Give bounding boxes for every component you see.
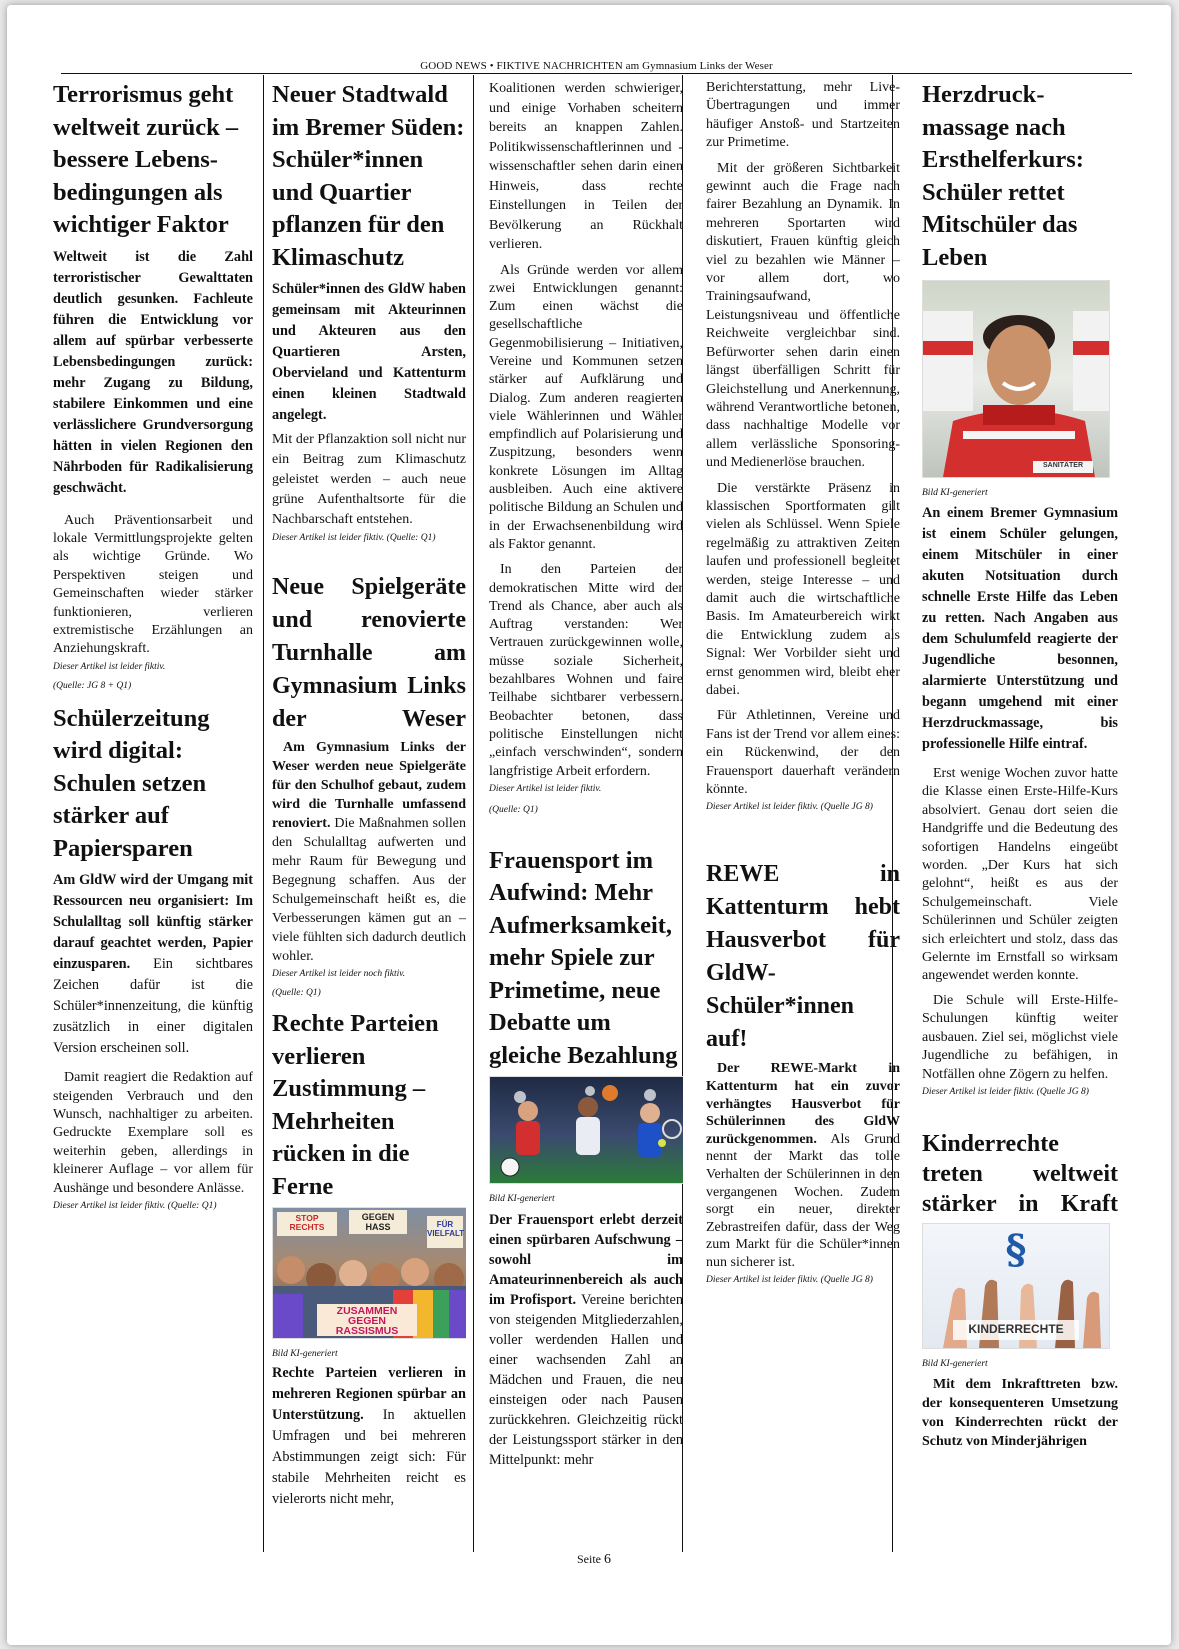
fiction-note: Dieser Artikel ist leider fiktiv. (Quelle JG 8) <box>706 802 873 813</box>
lead-rest: Ein sichtbares Zeichen dafür ist die Schüler*innenzeitung, die künftig zusätzlich in einer digitalen Version erscheinen soll. <box>53 956 253 1057</box>
article-paragraph: Mit der Pflanzaktion soll nicht nur ein Beitrag zum Klimaschutz geleistet werden – auch neue grüne Aufenthaltsorte für die Nachbarschaft entstehen. <box>272 432 466 527</box>
column-3 <box>489 79 683 1552</box>
article-terrorismus <box>53 79 253 693</box>
article-paragraph: Damit reagiert die Redaktion auf steigenden Verbrauch und den Wunsch, nachhaltiger zu arbeiten. Gedruckte Exemplare soll es weiterhin geben, allerdings in kleinerer Auflage – vor allem für Aushänge und besondere Anlässe. <box>53 1070 253 1196</box>
women-sports-image <box>489 1076 683 1184</box>
article-lead <box>272 738 466 966</box>
headline: REWE in Kattenturm hebt Hausverbot für GldW-Schüler*innen auf! <box>706 861 900 1053</box>
article-stadtwald <box>272 79 466 545</box>
sign-fuer-vielfalt: FÜR VIELFALT <box>427 1220 465 1238</box>
headline: Schülerzeitung wird digital: Schulen setzen stärker auf Papiersparen <box>53 704 210 862</box>
page-label: Seite <box>577 1552 601 1566</box>
lead-bold: Am GldW wird der Umgang mit Ressourcen neu organisiert: Im Schulalltag soll künftig stärker darauf geachtet werden, Papier einzusparen. <box>53 872 253 973</box>
article-paragraph: Die Schule will Erste-Hilfe-Schulungen künftig weiter ausbauen. Ziel sei, möglichst viele Jugendliche zu befähigen, in Notfällen ohne Zögern zu helfen. <box>922 992 1118 1082</box>
sports-illustration <box>490 1077 683 1183</box>
article-lead: An einem Bremer Gymnasium ist einem Schüler gelungen, einem Mitschüler in einer akuten Notsituation durch schnelle Erste Hilfe das Leben zu retten. Nach Angaben aus dem Schulumfeld reagierte der Jugendliche besonnen, alarmierte Unterstützung und begann umgehend mit einer Herzdruckmassage, bis professionelle Hilfe eintraf. <box>922 505 1118 752</box>
fiction-note: Dieser Artikel ist leider fiktiv. (Quelle JG 8) <box>922 1086 1089 1097</box>
column-4 <box>706 79 900 1552</box>
article-schuelerzeitung <box>53 703 253 1213</box>
article-lead <box>53 870 253 1059</box>
article-lead: Schüler*innen des GldW haben gemeinsam mit Akteurinnen und Akteuren aus den Quartieren Arsten, Obervieland und Kattenturm einen kleinen Stadtwald angelegt. <box>272 281 466 423</box>
headline: Kinderrechte treten weltweit stärker in Kraft <box>922 1130 1118 1217</box>
headline: Neue Spielgeräte und renovierte Turnhalle am Gymnasium Links der Weser <box>272 574 466 732</box>
column-rule <box>473 75 474 1552</box>
masthead: GOOD NEWS • FIKTIVE NACHRICHTEN am Gymnasium Links der Weser <box>61 59 1132 74</box>
lead-rest: In aktuellen Umfragen und bei mehreren Abstimmungen zeigt sich: Für stabile Mehrheiten reicht es vielerorts nicht mehr, <box>272 1407 466 1507</box>
article-paragraph: Die verstärkte Präsenz in klassischen Sportformaten gilt vielen als Schlüssel. Wenn Spiele regelmäßig zu attraktiven Zeiten laufen und professionell begleitet werden, steige Interesse – und damit auch die wirtschaftliche Basis. Im Amateurbereich wirkt die Entwicklung zudem als Signal: Wer Vorbilder sieht und ernst genommen wird, bleibt eher dabei. <box>706 480 900 698</box>
image-credit: Bild KI-generiert <box>489 1194 555 1205</box>
headline: Frauensport im Aufwind: Mehr Aufmerksamkeit, mehr Spiele zur Primetime, neue Debatte um gleiche Bezahlung <box>489 846 678 1069</box>
lead-rest: Die Maßnahmen sollen den Schulalltag aufwerten und mehr Raum für Bewegung und Begegnung schaffen. Aus der Schulgemeinschaft heißt es, die Verbesserungen kämen gut an – viele fühlten sich dadurch deutlich wohler. <box>272 816 466 964</box>
article-paragraph: Erst wenige Wochen zuvor hatte die Klasse einen Erste-Hilfe-Kurs absolviert. Genau dort seien die Handgriffe und die Bedeutung des sofortigen Handelns eingeübt worden. „Der Kurs hat sich gelohnt“, heißt es aus der Schulgemeinschaft. Viele Schülerinnen und Schüler zeigten sich erleichtert und stolz, dass das Gelernte im Ernstfall so wirksam angewendet werden konnte. <box>922 766 1118 984</box>
paragraph-symbol: § <box>1005 1225 1027 1273</box>
article-paragraph: Berichterstattung, mehr Live-Übertragungen und immer häufiger Anstoß- und Startzeiten zur Primetime. <box>706 80 900 151</box>
article-frauensport-continued <box>706 79 900 814</box>
fiction-note: Dieser Artikel ist leider fiktiv. <box>489 783 602 794</box>
article-lead: Mit dem Inkrafttreten bzw. der konsequenteren Umsetzung von Kinderrechten rückt der Schutz von Minderjährigen <box>922 1376 1118 1449</box>
article-paragraph: In den Parteien der demokratischen Mitte wird der Trend als Chance, aber auch als Auftrag verstanden: Wer Vertrauen zurückgewinnen wolle, müsse soziale Sicherheit, bezahlbares Wohnen und faire Teilhabe sichtbarer verbessern. Beobachter betonen, dass politische Einstellungen nicht „einfach verschwinden“, sondern langfristige Arbeit erfordern. <box>489 562 683 779</box>
article-paragraph: Mit der größeren Sichtbarkeit gewinnt auch die Frage nach fairer Bezahlung an Dynamik. In mehreren Sportarten wird diskutiert, Frauen künftig gleich viel zu bezahlen wie Männer – vor allem dort, wo Trainingsaufwand, Leistungsniveau und öffentliche Reichweite vergleichbar sind. Befürworter sehen darin einen längst überfälligen Schritt für Gleichstellung und Anerkennung, während Verantwortliche betonen, dass nachhaltige Modelle vor allem verlässliche Sponsoring- und Medienerlöse brauchen. <box>706 160 900 471</box>
sign-gegen-hass: GEGEN HASS <box>361 1212 395 1232</box>
article-lead <box>489 1210 683 1470</box>
fiction-note: Dieser Artikel ist leider fiktiv. (Quelle JG 8) <box>706 1274 873 1285</box>
lead-bold: Der REWE-Markt in Kattenturm hat ein zuvor verhängtes Hausverbot für Schülerinnen des GldW zurückgenommen. <box>706 1061 900 1147</box>
lead-rest: Als Grund nennt der Markt das tolle Verhalten der Schülerinnen in den vergangenen Wochen. Zudem sorgt ein neuer, direkter Zebrastreifen dafür, dass der Weg zum Markt für die Schüler*innen nun sicherer ist. <box>706 1131 900 1270</box>
article-rechte-parteien <box>272 1008 466 1510</box>
kinderrechte-image <box>922 1223 1110 1349</box>
article-paragraph: Als Gründe werden vor allem zwei Entwicklungen genannt: Zum einen wächst die gesellschaftliche Gegenmobilisierung – Initiativen, Vereine und Kommunen setzen stärker auf Aufklärung und Dialog. Zum anderen reagierten viele Wählerinnen und Wähler empfindlich auf Polarisierung und Zuspitzung, besonders wenn konkrete Lösungen im Alltag ausbleiben. Auch eine aktivere politische Bildung an Schulen und in der Erwachsenenbildung wird als Faktor genannt. <box>489 262 683 552</box>
page-number-value: 6 <box>604 1552 611 1567</box>
column-2 <box>272 79 466 1552</box>
lead-bold: Der Frauensport erlebt derzeit einen spürbaren Aufschwung – sowohl im Amateurinnenbereich als auch im Profisport. <box>489 1212 683 1309</box>
lead-rest: Vereine berichten von steigenden Mitgliederzahlen, voller werdenden Hallen und einer wachsenden Zahl an Mädchen und Frauen, die neu einsteigen oder nach Pausen zurückkehren. Gleichzeitig rückt der Leistungssport stärker in den Mittelpunkt: mehr <box>489 1292 683 1469</box>
fiction-note: Dieser Artikel ist leider fiktiv. <box>53 661 166 672</box>
sign-zusammen-gegen-rassismus: ZUSAMMEN GEGEN RASSISMUS <box>335 1305 399 1337</box>
image-credit: Bild KI-generiert <box>272 1349 338 1359</box>
headline: Rechte Parteien verlieren Zustimmung – Mehrheiten rücken in die Ferne <box>272 1010 439 1200</box>
column-5 <box>922 79 1118 1552</box>
portrait-illustration <box>923 281 1109 477</box>
fiction-note: Dieser Artikel ist leider fiktiv. (Quelle: Q1) <box>272 533 436 543</box>
article-paragraph: Für Athletinnen, Vereine und Fans ist der Trend vor allem eines: ein Rückenwind, der den Frauensport dauerhaft verändern könnte. <box>706 708 900 798</box>
image-credit: Bild KI-generiert <box>922 1358 988 1369</box>
article-paragraph: Auch Präventionsarbeit und lokale Vermittlungsprojekte gelten als wichtige Gründe. Wo Perspektiven steigen und Gemeinschaften wieder stärker funktionieren, verlieren extremistische Erzählungen an Anziehungskraft. <box>53 512 253 657</box>
lead-bold: Rechte Parteien verlieren in mehreren Regionen spürbar an Unterstützung. <box>272 1365 466 1423</box>
rescuer-portrait-image <box>922 280 1110 478</box>
article-kinderrechte <box>922 1129 1118 1451</box>
fiction-note: Dieser Artikel ist leider fiktiv. (Quelle: Q1) <box>53 1201 217 1212</box>
article-frauensport <box>489 845 683 1471</box>
article-herzdruckmassage <box>922 79 1118 1099</box>
source-note: (Quelle: Q1) <box>272 988 321 998</box>
sign-stop-rechts: STOP RECHTS <box>289 1213 325 1232</box>
protest-image <box>272 1207 466 1339</box>
article-lead: Weltweit ist die Zahl terroristischer Gewalttaten deutlich gesunken. Fachleute führen die Entwicklung vor allem auf spürbar verbesserte Lebensbedingungen zurück: mehr Zugang zu Bildung, stabilere Einkommen und eine verlässlichere Grundversorgung hätten in vielen Regionen den Nährboden für Radikalisierung geschwächt. <box>53 248 253 496</box>
headline: Neuer Stadtwald im Bremer Süden: Schüler*innen und Quartier pflanzen für den Klimaschutz <box>272 81 465 271</box>
lead-bold: Am Gymnasium Links der Weser werden neue Spielgeräte für den Schulhof gebaut, zudem wird die Turnhalle umfassend renoviert. <box>272 740 466 831</box>
article-rechte-parteien-continued <box>489 79 683 817</box>
sanitaeter-badge: SANITÄTER <box>1042 462 1084 469</box>
article-rewe <box>706 858 900 1286</box>
image-credit: Bild KI-generiert <box>922 488 988 498</box>
article-lead <box>272 1363 466 1510</box>
article-lead <box>706 1060 900 1271</box>
headline: Terrorismus geht weltweit zurück – bessere Lebensbedingungen als wichtiger Faktor <box>53 81 239 238</box>
fiction-note: Dieser Artikel ist leider noch fiktiv. <box>272 969 406 979</box>
article-paragraph: Koalitionen werden schwieriger, und einige Vorhaben scheitern bereits an knappen Zahlen. Politikwissenschaftlerinnen und -wissenschaftler sehen darin einen Hinweis, dass rechte Einstellungen in Teilen der Bevölkerung an Rückhalt verlieren. <box>489 81 683 252</box>
headline: Herzdruckmassage nach Ersthelferkurs: Schüler rettet Mitschüler das Leben <box>922 81 1084 271</box>
newspaper-page <box>7 5 1171 1645</box>
article-turnhalle <box>272 571 466 1000</box>
source-note: (Quelle: Q1) <box>489 804 538 815</box>
column-rule <box>263 75 264 1552</box>
page-number <box>577 1552 611 1568</box>
kinderrechte-label: KINDERRECHTE <box>968 1321 1064 1336</box>
column-1 <box>53 79 253 1552</box>
source-note: (Quelle: JG 8 + Q1) <box>53 680 132 691</box>
